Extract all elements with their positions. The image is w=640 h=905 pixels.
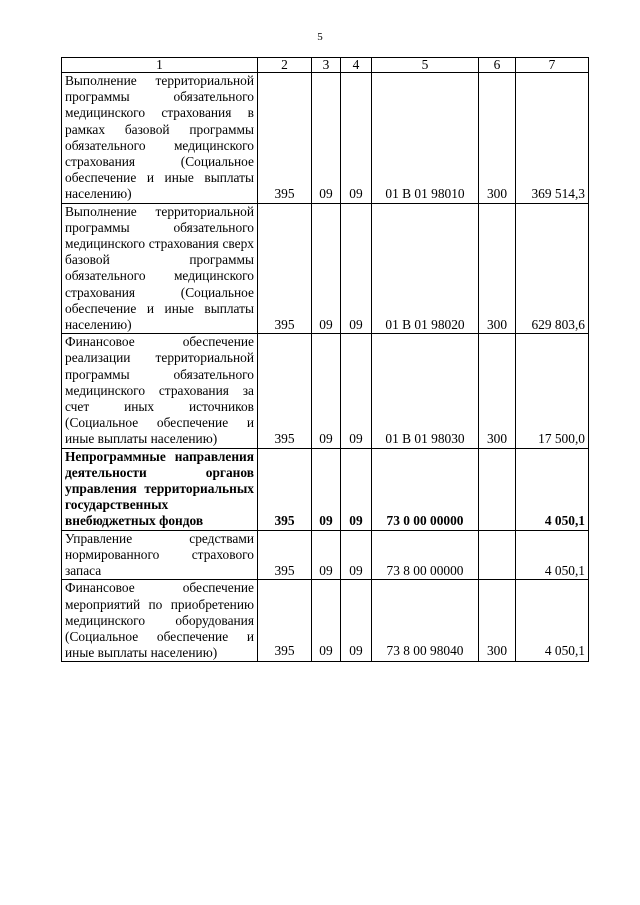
expense-type-code (479, 530, 516, 580)
row-name: Выполнение территориальной программы обязательного медицинского страхования в рамках базовой программы обязательного медицинского страхования (Социальное обеспечение и иные выплаты населению) (62, 73, 258, 204)
expense-type-code (479, 448, 516, 530)
target-article-code: 73 8 00 98040 (372, 580, 479, 662)
section-code: 09 (312, 203, 341, 334)
column-header: 3 (312, 58, 341, 73)
subsection-code: 09 (341, 530, 372, 580)
target-article-code: 73 8 00 00000 (372, 530, 479, 580)
section-code: 09 (312, 73, 341, 204)
amount: 4 050,1 (516, 448, 589, 530)
section-code: 09 (312, 334, 341, 448)
column-header: 5 (372, 58, 479, 73)
subsection-code: 09 (341, 334, 372, 448)
ministry-code: 395 (258, 73, 312, 204)
row-name: Финансовое обеспечение реализации территориальной программы обязательного медицинского страхования за счет иных источников (Социальное обеспечение и иные выплаты населению) (62, 334, 258, 448)
table-row (62, 530, 589, 580)
column-header: 6 (479, 58, 516, 73)
section-code: 09 (312, 448, 341, 530)
table-row (62, 203, 589, 334)
column-header: 7 (516, 58, 589, 73)
subsection-code: 09 (341, 448, 372, 530)
table-row-section-total (62, 448, 589, 530)
target-article-code: 01 В 01 98010 (372, 73, 479, 204)
amount: 629 803,6 (516, 203, 589, 334)
amount: 4 050,1 (516, 580, 589, 662)
budget-table (61, 57, 589, 662)
expense-type-code: 300 (479, 203, 516, 334)
row-name: Выполнение территориальной программы обязательного медицинского страхования сверх базовой программы обязательного медицинского страхования (Социальное обеспечение и иные выплаты населению) (62, 203, 258, 334)
table-row (62, 73, 589, 204)
column-number-row (62, 58, 589, 73)
column-header: 1 (62, 58, 258, 73)
table-row (62, 580, 589, 662)
row-name: Непрограммные направления деятельности органов управления территориальных государственных внебюджетных фондов (62, 448, 258, 530)
ministry-code: 395 (258, 334, 312, 448)
expense-type-code: 300 (479, 73, 516, 204)
ministry-code: 395 (258, 448, 312, 530)
target-article-code: 01 В 01 98020 (372, 203, 479, 334)
column-header: 4 (341, 58, 372, 73)
expense-type-code: 300 (479, 580, 516, 662)
subsection-code: 09 (341, 203, 372, 334)
amount: 17 500,0 (516, 334, 589, 448)
section-code: 09 (312, 580, 341, 662)
expense-type-code: 300 (479, 334, 516, 448)
subsection-code: 09 (341, 73, 372, 204)
amount: 4 050,1 (516, 530, 589, 580)
page-number: 5 (317, 31, 323, 43)
ministry-code: 395 (258, 203, 312, 334)
table-row (62, 334, 589, 448)
target-article-code: 73 0 00 00000 (372, 448, 479, 530)
ministry-code: 395 (258, 530, 312, 580)
row-name: Управление средствами нормированного страхового запаса (62, 530, 258, 580)
row-name: Финансовое обеспечение мероприятий по приобретению медицинского оборудования (Социальное обеспечение и иные выплаты населению) (62, 580, 258, 662)
target-article-code: 01 В 01 98030 (372, 334, 479, 448)
subsection-code: 09 (341, 580, 372, 662)
section-code: 09 (312, 530, 341, 580)
amount: 369 514,3 (516, 73, 589, 204)
ministry-code: 395 (258, 580, 312, 662)
column-header: 2 (258, 58, 312, 73)
